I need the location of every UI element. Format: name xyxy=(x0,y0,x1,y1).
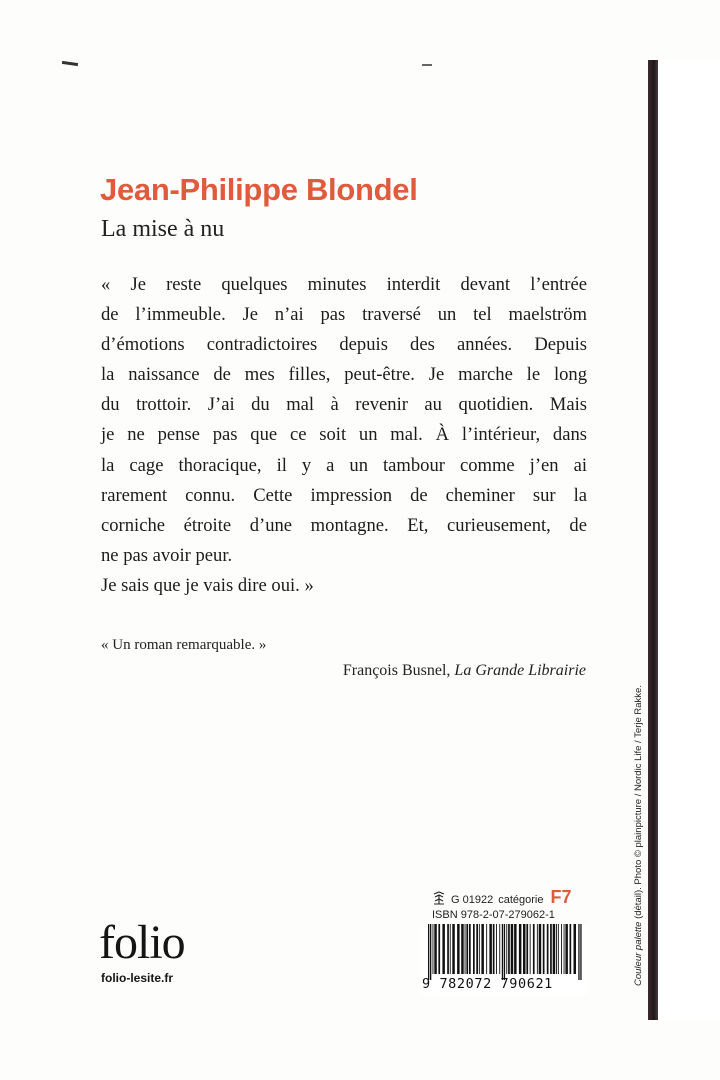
barcode-bar xyxy=(578,924,579,980)
barcode-bar xyxy=(461,924,464,974)
excerpt-line: rarement connu. Cette impression de cheminer sur la xyxy=(101,484,587,506)
gallimard-logo-icon xyxy=(432,891,446,905)
barcode-bar xyxy=(565,924,568,974)
barcode-bars xyxy=(420,924,588,980)
barcode-bar xyxy=(496,924,497,974)
category-code: F7 xyxy=(550,887,572,907)
excerpt-line: ne pas avoir peur. xyxy=(101,544,233,566)
barcode-bar xyxy=(550,924,552,974)
barcode-bar xyxy=(519,924,522,974)
barcode-bar xyxy=(457,924,460,974)
spine-margin xyxy=(658,60,720,1020)
barcode-bar xyxy=(580,924,581,980)
author-name: Jean-Philippe Blondel xyxy=(100,172,418,207)
barcode-bar xyxy=(523,924,526,974)
barcode-bar xyxy=(469,924,471,974)
barcode-bar xyxy=(514,924,517,974)
excerpt-line: du trottoir. J’ai du mal à revenir au quotidien. Mais xyxy=(101,394,587,416)
print-mark xyxy=(62,61,78,66)
barcode-bar xyxy=(570,924,572,974)
excerpt-line: corniche étroite d’une montagne. Et, curieusement, de xyxy=(101,514,587,536)
barcode-bar xyxy=(450,924,451,974)
folio-logo: folio xyxy=(99,916,185,969)
barcode-bar xyxy=(556,924,557,974)
credit-work: Couleur palette xyxy=(633,921,644,986)
isbn: ISBN 978-2-07-279062-1 xyxy=(432,909,555,921)
excerpt-line: « Je reste quelques minutes interdit devant l’entrée xyxy=(101,274,587,295)
critic-name: François Busnel, xyxy=(342,662,451,679)
barcode-bar xyxy=(561,924,562,974)
barcode-bar xyxy=(558,924,559,974)
barcode-bar xyxy=(564,924,565,974)
product-code: G 01922 xyxy=(451,894,494,906)
review-attribution xyxy=(326,662,586,680)
barcode-bar xyxy=(430,924,431,980)
barcode-bar xyxy=(511,924,514,974)
excerpt-line: Je sais que je vais dire oui. » xyxy=(101,574,314,596)
barcode-bar xyxy=(452,924,455,974)
barcode-bar xyxy=(502,924,503,980)
barcode-digits: 9 782072 790621 xyxy=(422,976,553,992)
barcode-bar xyxy=(438,924,440,974)
excerpt-line: je ne pense pas que ce soit un mal. À l’intérieur, dans xyxy=(101,424,587,446)
excerpt-line: d’émotions contradictoires depuis des années. Depuis xyxy=(101,334,587,356)
barcode-bar xyxy=(481,924,484,974)
credit-text: (détail). Photo © plainpicture / Nordic Life / Terje Rakke. xyxy=(633,685,644,919)
barcode-bar xyxy=(434,924,437,974)
barcode-bar xyxy=(547,924,549,974)
barcode-bar xyxy=(574,924,577,974)
excerpt-line: de l’immeuble. Je n’ai pas traversé un tel maelström xyxy=(101,304,587,326)
barcode-bar xyxy=(526,924,528,974)
excerpt xyxy=(101,270,587,601)
barcode-bar xyxy=(506,924,507,974)
spine-edge xyxy=(648,60,658,1020)
publisher-website: folio-lesite.fr xyxy=(101,971,174,985)
barcode-bar xyxy=(465,924,466,974)
barcode-bar xyxy=(447,924,449,974)
barcode-bar xyxy=(537,924,538,974)
barcode-bar xyxy=(508,924,510,974)
barcode-bar xyxy=(486,924,487,974)
barcode-bar xyxy=(479,924,480,974)
barcode-bar xyxy=(493,924,495,974)
barcode-bar xyxy=(442,924,445,974)
barcode-bar xyxy=(533,924,535,974)
cover-credit xyxy=(633,685,644,986)
barcode-bar xyxy=(489,924,492,974)
barcode-bar xyxy=(553,924,556,974)
barcode-bar xyxy=(428,924,429,980)
barcode-bar xyxy=(499,924,500,974)
review-source: La Grande Librairie xyxy=(454,662,586,679)
barcode-bar xyxy=(466,924,468,974)
barcode-bar xyxy=(473,924,475,974)
barcode-bar xyxy=(433,924,434,974)
barcode-bar xyxy=(504,924,505,980)
barcode-bar xyxy=(530,924,531,974)
barcode-bar xyxy=(543,924,545,974)
barcode-bar xyxy=(476,924,478,974)
excerpt-line: la cage thoracique, il y a un tambour comme j’en ai xyxy=(101,454,587,476)
excerpt-line: la naissance de mes filles, peut-être. Je marche le long xyxy=(101,364,587,386)
barcode-bar xyxy=(539,924,542,974)
category-label: catégorie xyxy=(498,894,544,906)
product-code-line xyxy=(432,887,571,908)
review-quote: « Un roman remarquable. » xyxy=(101,637,267,653)
print-mark xyxy=(422,64,432,66)
book-title: La mise à nu xyxy=(101,216,225,242)
